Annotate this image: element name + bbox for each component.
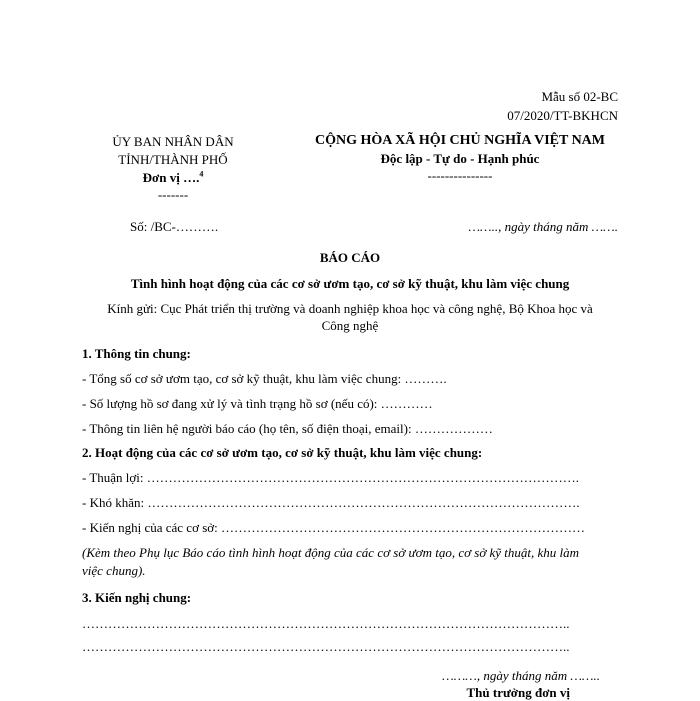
- section1-item-contact: - Thông tin liên hệ người báo cáo (họ tên, số điện thoại, email): ………………: [82, 421, 493, 436]
- section3-line2: …………………………………………………………………………………………………..: [82, 639, 570, 654]
- left-header-dashes: -------: [157, 187, 189, 202]
- section2-note-line1: (Kèm theo Phụ lục Báo cáo tình hình hoạt động của các cơ sở ươm tạo, cơ sở kỹ thuật, khu làm: [82, 545, 580, 560]
- footnote-marker: 4: [199, 169, 204, 179]
- section2-item-recommendations: - Kiến nghị của các cơ sở: …………………………………………………………………………: [82, 520, 586, 535]
- form-code-line1: Mẫu số 02-BC: [541, 89, 618, 104]
- section1-heading: 1. Thông tin chung:: [82, 346, 191, 361]
- section2-heading: 2. Hoạt động của các cơ sở ươm tạo, cơ sở kỹ thuật, khu làm việc chung:: [82, 445, 483, 460]
- section3-heading: 3. Kiến nghị chung:: [82, 590, 192, 605]
- recipient-line1: Kính gửi: Cục Phát triển thị trường và doanh nghiệp khoa học và công nghệ, Bộ Khoa học và: [107, 301, 593, 316]
- section1-item-total: - Tổng số cơ sở ươm tạo, cơ sở kỹ thuật, khu làm việc chung: ……….: [82, 371, 447, 386]
- document-date: …….., ngày tháng năm …….: [468, 219, 618, 234]
- signature-date: ………, ngày tháng năm ……..: [442, 668, 600, 683]
- form-code-line2: 07/2020/TT-BKHCN: [507, 108, 618, 123]
- document-number: Số: /BC-……….: [130, 219, 219, 234]
- section2-item-advantages: - Thuận lợi: ……………………………………………………………………………………….: [82, 470, 580, 485]
- section3-line1: …………………………………………………………………………………………………..: [82, 616, 570, 631]
- signature-title: Thủ trưởng đơn vị: [466, 685, 570, 700]
- country-title: CỘNG HÒA XÃ HỘI CHỦ NGHĨA VIỆT NAM: [314, 133, 605, 148]
- unit-label: Đơn vị ….$^4$: [142, 169, 204, 185]
- section2-note-line2: việc chung).: [82, 563, 146, 578]
- motto: Độc lập - Tự do - Hạnh phúc: [380, 151, 540, 166]
- section2-item-difficulties: - Khó khăn: ……………………………………………………………………………………….: [82, 495, 580, 510]
- section1-item-dossiers: - Số lượng hồ sơ đang xử lý và tình trạng hồ sơ (nếu có): …………: [82, 396, 433, 411]
- report-subtitle: Tình hình hoạt động của các cơ sở ươm tạo, cơ sở kỹ thuật, khu làm việc chung: [130, 276, 570, 291]
- report-title: BÁO CÁO: [319, 250, 381, 265]
- left-header-line2: TỈNH/THÀNH PHỐ: [118, 152, 228, 167]
- right-header-dashes: ---------------: [427, 168, 493, 183]
- recipient-line2: Công nghệ: [321, 318, 379, 333]
- left-header-line1: ỦY BAN NHÂN DÂN: [112, 134, 234, 149]
